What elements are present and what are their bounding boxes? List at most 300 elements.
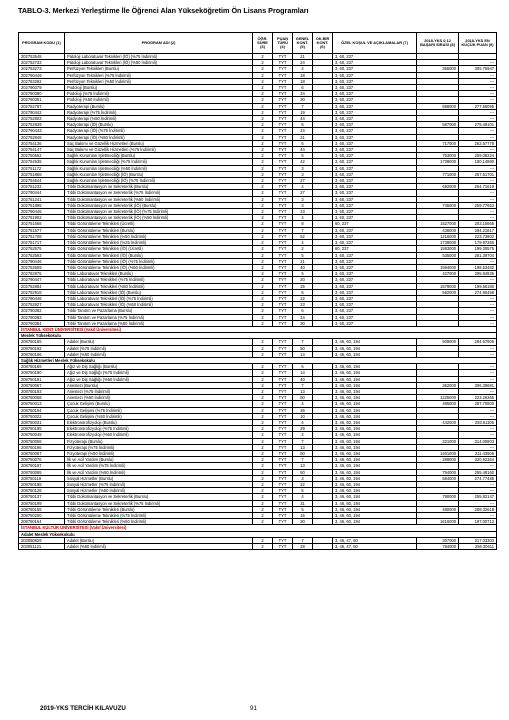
table-cell: 5 <box>293 271 313 277</box>
table-cell: 50 <box>293 451 313 457</box>
table-cell: 4 <box>293 419 313 425</box>
table-cell: 19 <box>293 109 313 115</box>
table-cell: 314.00803 <box>459 438 497 444</box>
table-cell: TYT <box>273 513 293 519</box>
table-cell: TYT <box>273 103 293 109</box>
table-cell: 202752803 <box>19 116 65 122</box>
table-cell: 202790446 <box>19 258 65 264</box>
table-cell: 2 <box>253 246 273 252</box>
table-cell: --- <box>459 78 497 84</box>
table-cell: 2 <box>253 271 273 277</box>
table-cell: 223.73802 <box>459 233 497 239</box>
table-cell: Ağız ve Diş Sağlığı (Burslu) <box>65 364 253 370</box>
table-cell: 2 <box>253 488 273 494</box>
table-cell: TYT <box>273 246 293 252</box>
table-cell: Anestezi (Burslu) <box>65 382 253 388</box>
table-cell: 208750022 <box>19 413 65 419</box>
table-cell: 3, 60, 237 <box>333 78 417 84</box>
table-cell: 1583000 <box>417 246 459 252</box>
table-cell: 208750196 <box>19 444 65 450</box>
table-body <box>19 54 497 550</box>
table-cell: Adalet (Burslu) <box>65 339 253 345</box>
table-cell: 2 <box>253 227 273 233</box>
table-cell: 1579000 <box>417 283 459 289</box>
table-cell: 202790381 <box>19 97 65 103</box>
col-header-general-quota: GENEL KONT. (5) <box>293 33 313 54</box>
table-cell: 2 <box>253 302 273 308</box>
table-cell: TYT <box>273 85 293 91</box>
table-cell: Saç Bakımı ve Güzellik Hizmetleri (%75 İndirimli) <box>65 147 253 153</box>
table-cell: 202790442 <box>19 109 65 115</box>
table-cell: Ağız ve Diş Sağlığı (%50 İndirimli) <box>65 376 253 382</box>
table-cell: --- <box>459 116 497 122</box>
table-cell: Sağlık Kurumları İşletmeciliği (İÖ) (%75 İndirimli) <box>65 178 253 184</box>
table-cell: 2 <box>253 252 273 258</box>
table-cell: TYT <box>273 407 293 413</box>
table-cell: Tıbbi Görüntüleme Teknikleri (İÖ) (Burslu) <box>65 252 253 258</box>
table-cell: TYT <box>273 419 293 425</box>
table-cell: 3, 46, 47, 60 <box>333 537 417 543</box>
table-cell: 202790448 <box>19 295 65 301</box>
table-cell: 202752593 <box>19 252 65 258</box>
table-cell: TYT <box>273 109 293 115</box>
table-cell: 2 <box>253 295 273 301</box>
table-cell: Tıbbi Görüntüleme Teknikleri (Ücretli) <box>65 221 253 227</box>
table-cell: --- <box>459 513 497 519</box>
table-cell: 2 <box>253 60 273 66</box>
table-cell: 2 <box>253 432 273 438</box>
table-cell: 3, 60, 237 <box>333 202 417 208</box>
table-cell: TYT <box>273 308 293 314</box>
table-cell: 2 <box>253 388 273 394</box>
table-cell: --- <box>459 196 497 202</box>
table-cell: 7 <box>293 103 313 109</box>
table-cell: TYT <box>273 178 293 184</box>
table-cell: 24 <box>293 60 313 66</box>
table-cell: 3, 46, 60, 194 <box>333 382 417 388</box>
table-cell: 202754544 <box>19 178 65 184</box>
table-cell: 3, 60, 237 <box>333 277 417 283</box>
table-cell: TYT <box>273 271 293 277</box>
table-cell: Tıbbi Tanıtım ve Pazarlama (Burslu) <box>65 308 253 314</box>
table-cell: 10 <box>293 413 313 419</box>
table-cell: 7 <box>293 339 313 345</box>
table-cell: 202751232 <box>19 184 65 190</box>
university-heading: İSTANBUL KENT ÜNİVERSİTESİ (Vakıf Üniversitesi) <box>19 326 497 332</box>
table-cell: 4 <box>293 494 313 500</box>
table-cell: TYT <box>273 140 293 146</box>
table-cell: 3, 46, 60, 194 <box>333 339 417 345</box>
table-cell: 203050829 <box>19 537 65 543</box>
table-cell: 3, 46, 60, 194 <box>333 463 417 469</box>
table-cell: TYT <box>273 351 293 357</box>
table-cell: Radyoterapi (%75 İndirimli) <box>65 109 253 115</box>
table-cell: 21 <box>293 258 313 264</box>
table-cell: 3, 46, 60, 194 <box>333 401 417 407</box>
table-cell: 1225000 <box>417 395 459 401</box>
table-cell: 208750031 <box>19 419 65 425</box>
table-cell: 4 <box>293 432 313 438</box>
table-cell: 208750164 <box>19 519 65 525</box>
table-cell: TYT <box>273 370 293 376</box>
table-cell: TYT <box>273 444 293 450</box>
table-cell: 42 <box>293 159 313 165</box>
table-cell: 753000 <box>417 153 459 159</box>
table-cell: TYT <box>273 401 293 407</box>
table-cell: Tıbbi Görüntüleme Teknikleri (Burslu) <box>65 227 253 233</box>
table-cell: İlk ve Acil Yardım (%50 İndirimli) <box>65 469 253 475</box>
table-cell: TYT <box>273 295 293 301</box>
table-cell: 197.00712 <box>459 519 497 525</box>
table-cell: 18 <box>293 78 313 84</box>
table-cell: 274.90458 <box>459 289 497 295</box>
table-cell: --- <box>459 190 497 196</box>
table-cell: Tıbbi Laboratuvar Teknikleri (%75 İndirimli) <box>65 277 253 283</box>
table-cell: 208750119 <box>19 475 65 481</box>
table-cell: Adalet (%50 İndirimli) <box>65 351 253 357</box>
table-cell: 208750067 <box>19 382 65 388</box>
table-cell: 44 <box>293 116 313 122</box>
table-cell: 2 <box>253 91 273 97</box>
table-cell: Adalet (%75 İndirimli) <box>65 345 253 351</box>
table-cell: Anestezi (%50 İndirimli) <box>65 395 253 401</box>
table-cell: 2 <box>253 97 273 103</box>
table-cell: 3, 46, 60, 194 <box>333 351 417 357</box>
table-cell: --- <box>459 302 497 308</box>
table-cell: TYT <box>273 240 293 246</box>
col-header-min-score: 2018-YKS EN KÜÇÜK PUAN (9) <box>459 33 497 54</box>
table-cell: 2 <box>253 233 273 239</box>
table-cell: --- <box>459 388 497 394</box>
table-cell: TYT <box>273 54 293 60</box>
table-cell: 277.58095 <box>459 103 497 109</box>
table-cell: Tıbbi Görüntüleme Teknikleri (İÖ) (%75 İndirimli) <box>65 258 253 264</box>
table-cell: TYT <box>273 432 293 438</box>
table-cell: 60, 237 <box>333 246 417 252</box>
table-cell: TYT <box>273 544 293 550</box>
table-cell: TYT <box>273 506 293 512</box>
table-cell: TYT <box>273 258 293 264</box>
table-cell: --- <box>459 72 497 78</box>
table-cell: Sağlık Kurumları İşletmeciliği (%50 İndirimli) <box>65 165 253 171</box>
table-cell: 584000 <box>417 475 459 481</box>
table-cell: 3, 60, 237 <box>333 103 417 109</box>
table-cell: 5 <box>293 488 313 494</box>
table-cell: 3, 46, 60, 194 <box>333 457 417 463</box>
table-cell: 259.08224 <box>459 153 497 159</box>
table-cell: 3, 46, 60, 194 <box>333 376 417 382</box>
table-cell: 274.77485 <box>459 475 497 481</box>
table-cell: 4 <box>293 240 313 246</box>
table-cell: 6 <box>293 85 313 91</box>
table-cell: 4 <box>293 401 313 407</box>
table-cell: TYT <box>273 382 293 388</box>
faculty-heading: Sağlık Hizmetleri Meslek Yüksekokulu <box>19 357 497 363</box>
table-cell: 202751568 <box>19 221 65 227</box>
table-cell: --- <box>459 432 497 438</box>
table-cell: Tıbbi Laboratuvar Teknikleri (İÖ) (Burslu) <box>65 289 253 295</box>
table-cell: 2 <box>253 419 273 425</box>
table-cell: 208750198 <box>19 482 65 488</box>
table-cell: 3 <box>293 165 313 171</box>
footer-guide-title: 2019-YKS TERCİH KILAVUZU <box>40 705 126 712</box>
table-cell: 3, 60, 237 <box>333 240 417 246</box>
table-cell: 13 <box>293 463 313 469</box>
faculty-heading: Meslek Yüksekokulu <box>19 333 497 339</box>
table-cell: 3, 60, 237 <box>333 134 417 140</box>
table-cell: 2 <box>253 85 273 91</box>
table-cell: 3, 60, 237 <box>333 184 417 190</box>
table-cell: TYT <box>273 221 293 227</box>
table-cell: --- <box>459 488 497 494</box>
table-cell: 3, 60, 237 <box>333 116 417 122</box>
table-cell: Tıbbi Görüntüleme Teknikleri (İÖ) (%50 İndirimli) <box>65 264 253 270</box>
table-cell: 3, 46, 60, 194 <box>333 519 417 525</box>
table-cell: Tıbbi Görüntüleme Teknikleri (%50 İndirimli) <box>65 233 253 239</box>
table-cell: 2 <box>253 438 273 444</box>
table-cell: --- <box>459 128 497 134</box>
table-cell: 2 <box>253 475 273 481</box>
table-cell: TYT <box>273 488 293 494</box>
table-cell: Çocuk Gelişimi (Burslu) <box>65 401 253 407</box>
table-cell: 7 <box>293 227 313 233</box>
table-cell: TYT <box>273 153 293 159</box>
table-cell: 3, 60, 237 <box>333 147 417 153</box>
table-cell: --- <box>459 482 497 488</box>
table-cell: TYT <box>273 72 293 78</box>
table-cell: Tıbbi Laboratuvar Teknikleri (Burslu) <box>65 271 253 277</box>
table-cell: 275.49101 <box>459 122 497 128</box>
table-cell: 208750085 <box>19 469 65 475</box>
table-cell: Ağız ve Diş Sağlığı (%75 İndirimli) <box>65 370 253 376</box>
table-cell: 3, 60, 237 <box>333 215 417 221</box>
table-cell: 3, 60, 237 <box>333 54 417 60</box>
table-cell: Radyoterapi (Burslu) <box>65 103 253 109</box>
table-cell: 202751172 <box>19 165 65 171</box>
table-cell: 6 <box>293 308 313 314</box>
table-cell: 3, 46, 60, 194 <box>333 413 417 419</box>
table-cell: 2 <box>253 401 273 407</box>
table-cell: 3, 60, 237 <box>333 72 417 78</box>
table-cell: 15 <box>293 513 313 519</box>
table-cell: Adalet (%50 İndirimli) <box>65 544 253 550</box>
table-cell: 18 <box>293 72 313 78</box>
table-cell: 2 <box>253 240 273 246</box>
table-cell: 25 <box>293 283 313 289</box>
table-cell: 2 <box>253 519 273 525</box>
table-cell: TYT <box>273 116 293 122</box>
table-cell: 2 <box>253 395 273 401</box>
table-cell: 2 <box>253 544 273 550</box>
table-cell: 202754535 <box>19 159 65 165</box>
table-cell: 202751577 <box>19 227 65 233</box>
table-cell: 588000 <box>417 103 459 109</box>
table-cell: 3, 46, 60, 194 <box>333 469 417 475</box>
table-cell: 29 <box>293 426 313 432</box>
table-cell: --- <box>459 85 497 91</box>
table-cell: Tıbbi Dokümantasyon ve Sekreterlik (İÖ) (%50 İndirimli) <box>65 215 253 221</box>
table-cell: 2 <box>253 196 273 202</box>
table-cell: 3, 46, 60, 194 <box>333 444 417 450</box>
table-cell: TYT <box>273 122 293 128</box>
table-cell: 2 <box>253 339 273 345</box>
table-cell: 284.67806 <box>459 339 497 345</box>
table-cell: 535000 <box>417 252 459 258</box>
table-cell: 1739000 <box>417 240 459 246</box>
table-cell: Tıbbi Dokümantasyon ve Sekreterlik (%75 İndirimli) <box>65 500 253 506</box>
table-cell: 26 <box>293 407 313 413</box>
table-cell: 1527000 <box>417 221 459 227</box>
table-cell: TYT <box>273 277 293 283</box>
table-cell: 2 <box>253 308 273 314</box>
table-cell: --- <box>459 376 497 382</box>
table-cell: 5 <box>293 506 313 512</box>
table-cell: TYT <box>273 395 293 401</box>
table-cell: 2 <box>253 78 273 84</box>
table-cell: 3, 46, 60, 194 <box>333 419 417 425</box>
table-cell: 202790443 <box>19 128 65 134</box>
table-cell: 2 <box>253 283 273 289</box>
table-cell: 3, 60, 237 <box>333 289 417 295</box>
table-cell: 23 <box>293 302 313 308</box>
table-cell: Perfüzyon Teknikleri (%75 İndirimli) <box>65 72 253 78</box>
table-cell: 255.82147 <box>459 494 497 500</box>
table-cell: 3, 46, 60, 194 <box>333 426 417 432</box>
table-cell: 208750166 <box>19 351 65 357</box>
table-cell: 3, 46, 60, 194 <box>333 488 417 494</box>
table-cell: 3, 60, 237 <box>333 190 417 196</box>
table-cell: 4 <box>293 215 313 221</box>
table-cell: TYT <box>273 78 293 84</box>
table-cell: 2 <box>253 178 273 184</box>
table-cell: 7 <box>293 537 313 543</box>
table-cell: 208750190 <box>19 370 65 376</box>
table-cell: Tıbbi Laboratuvar Teknikleri (%50 İndirimli) <box>65 283 253 289</box>
table-cell: 2 <box>253 66 273 72</box>
table-cell: --- <box>459 345 497 351</box>
table-cell: TYT <box>273 302 293 308</box>
table-cell: Tıbbi Laboratuvar Teknikleri (İÖ) (%50 İndirimli) <box>65 302 253 308</box>
table-cell: Perfüzyon Teknikleri (%50 İndirimli) <box>65 78 253 84</box>
table-cell: 293.61106 <box>459 419 497 425</box>
table-cell: 365000 <box>417 66 459 72</box>
table-cell: TYT <box>273 184 293 190</box>
table-cell: TYT <box>273 314 293 320</box>
table-cell: --- <box>459 413 497 419</box>
table-cell: Radyoterapi (%50 İndirimli) <box>65 116 253 122</box>
table-cell: 5 <box>293 122 313 128</box>
table-cell: --- <box>459 178 497 184</box>
table-cell: 771000 <box>417 171 459 177</box>
table-cell: 5 <box>293 140 313 146</box>
table-cell: 2 <box>253 413 273 419</box>
table-cell: 3, 46, 60, 194 <box>333 506 417 512</box>
table-cell: 3, 60, 237 <box>333 128 417 134</box>
table-cell: Sosyal Hizmetler (%75 İndirimli) <box>65 482 253 488</box>
table-cell: 592000 <box>417 289 459 295</box>
table-cell: 208750128 <box>19 488 65 494</box>
table-cell: 3, 46, 60, 194 <box>333 475 417 481</box>
table-cell: 2 <box>253 426 273 432</box>
table-cell: 202753273 <box>19 66 65 72</box>
table-cell: 692000 <box>417 184 459 190</box>
table-cell: 208750076 <box>19 457 65 463</box>
table-cell: 794000 <box>417 469 459 475</box>
table-cell: 208750137 <box>19 494 65 500</box>
table-cell: TYT <box>273 289 293 295</box>
table-cell: --- <box>459 91 497 97</box>
table-cell: TYT <box>273 165 293 171</box>
table-cell: 257.51701 <box>459 171 497 177</box>
table-cell: 3, 60, 237 <box>333 252 417 258</box>
table-cell: Fizyoterapi (%75 İndirimli) <box>65 444 253 450</box>
table-cell: 208750193 <box>19 388 65 394</box>
table-cell: TYT <box>273 413 293 419</box>
table-cell: 3 <box>293 475 313 481</box>
table-cell: TYT <box>273 227 293 233</box>
table-cell: --- <box>459 295 497 301</box>
table-cell: TYT <box>273 97 293 103</box>
table-cell: 587000 <box>417 122 459 128</box>
table-cell: 1216000 <box>417 233 459 239</box>
table-cell: TYT <box>273 457 293 463</box>
table-cell: 30 <box>293 519 313 525</box>
university-heading: İSTANBUL KÜLTÜR ÜNİVERSİTESİ (Vakıf Üniversitesi) <box>19 525 497 531</box>
col-header-name: PROGRAM ADI (2) <box>65 33 253 54</box>
table-cell: 202750552 <box>19 153 65 159</box>
table-cell: 288.32618 <box>459 506 497 512</box>
table-cell: Podoloji (%75 İndirimli) <box>65 91 253 97</box>
table-cell: Çocuk Gelişimi (%50 İndirimli) <box>65 413 253 419</box>
table-cell: TYT <box>273 128 293 134</box>
table-cell: 2 <box>253 109 273 115</box>
table-cell: Tıbbi Dokümantasyon ve Sekreterlik (%75 İndirimli) <box>65 190 253 196</box>
table-cell: 202751717 <box>19 240 65 246</box>
table-cell: TYT <box>273 60 293 66</box>
table-cell: 8 <box>293 221 313 227</box>
table-cell: 2 <box>253 116 273 122</box>
table-cell: 24 <box>293 128 313 134</box>
table-cell: 202790384 <box>19 320 65 326</box>
table-cell: 3, 60, 237 <box>333 66 417 72</box>
table-cell: --- <box>459 463 497 469</box>
table-cell: Sağlık Kurumları İşletmeciliği (Burslu) <box>65 153 253 159</box>
table-cell: 784000 <box>417 544 459 550</box>
table-cell: TYT <box>273 215 293 221</box>
table-cell: Tıbbi Tanıtım ve Pazarlama (%75 İndirimli) <box>65 314 253 320</box>
table-cell: 202752787 <box>19 103 65 109</box>
table-cell: 7 <box>293 382 313 388</box>
table-cell: 3, 60, 237 <box>333 60 417 66</box>
table-cell: 3, 46, 60, 194 <box>333 438 417 444</box>
table-cell: 202752575 <box>19 246 65 252</box>
table-cell: 3, 60, 237 <box>333 85 417 91</box>
table-cell: Tıbbi Görüntüleme Teknikleri (%75 İndirimli) <box>65 513 253 519</box>
table-cell: 2 <box>253 153 273 159</box>
table-cell: 362000 <box>417 382 459 388</box>
table-cell: 24 <box>293 91 313 97</box>
table-cell: 202754147 <box>19 147 65 153</box>
table-cell: 509000 <box>417 339 459 345</box>
table-cell: 2 <box>253 314 273 320</box>
table-cell: 5 <box>293 289 313 295</box>
table-cell: İlk ve Acil Yardım (%75 İndirimli) <box>65 463 253 469</box>
table-cell: 20 <box>293 277 313 283</box>
table-cell: 3, 60, 237 <box>333 97 417 103</box>
table-cell: 289000 <box>417 457 459 463</box>
col-header-score-type: PUAN TÜRÜ (4) <box>273 33 293 54</box>
table-cell: --- <box>459 147 497 153</box>
